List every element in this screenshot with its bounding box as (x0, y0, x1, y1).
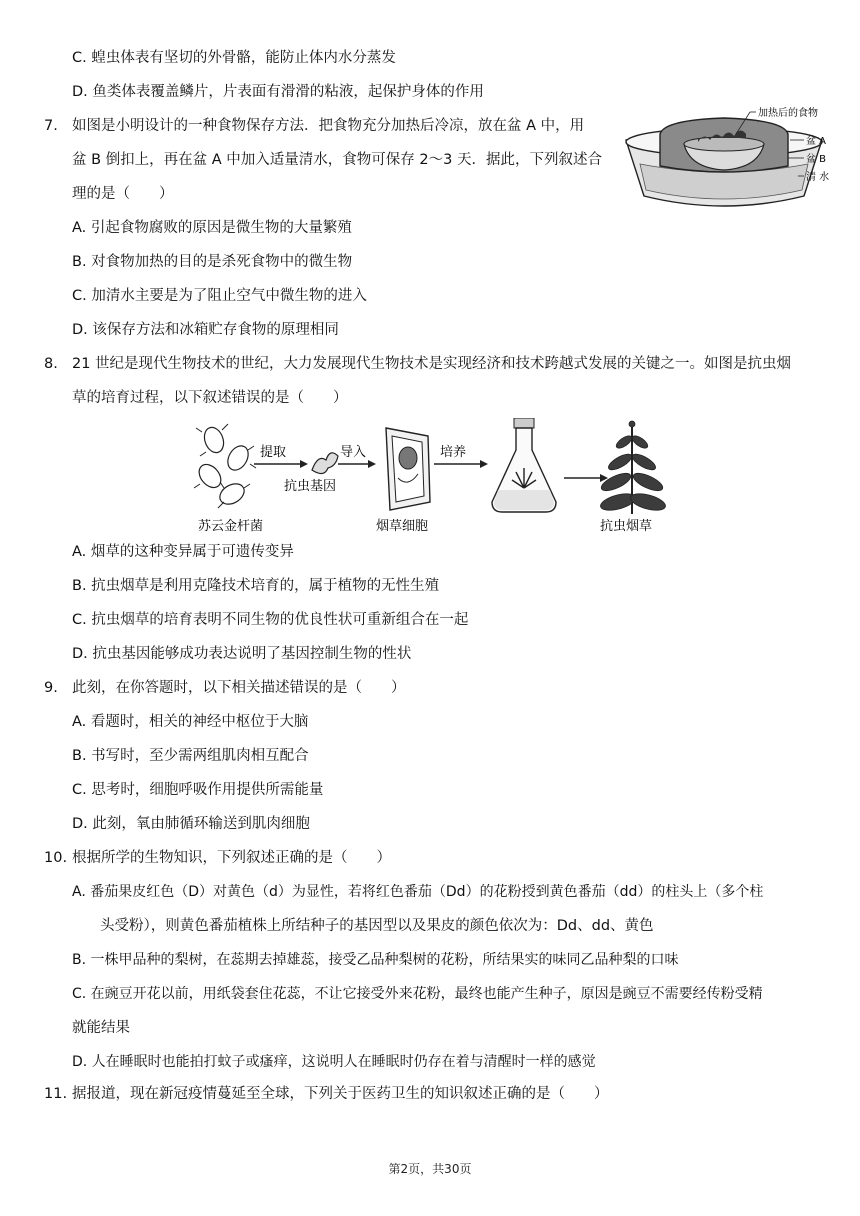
q10-option-c-line-2: 就能结果 (72, 1020, 130, 1036)
q7-option-c: C. 加清水主要是为了阻止空气中微生物的进入 (72, 288, 367, 304)
q9-option-a: A. 看题时，相关的神经中枢位于大脑 (72, 714, 309, 730)
label-resistance-gene: 抗虫基因 (284, 479, 337, 494)
tobacco-plant-illustration (599, 421, 667, 514)
q8-option-a: A. 烟草的这种变异属于可遗传变异 (72, 544, 294, 560)
q7-label-basin-a: 盆 A (806, 136, 827, 147)
q9-option-c: C. 思考时，细胞呼吸作用提供所需能量 (72, 782, 324, 798)
culture-flask-illustration (492, 418, 556, 512)
label-bacteria: 苏云金杆菌 (198, 519, 264, 534)
q10-option-d: D. 人在睡眠时也能拍打蚊子或瘙痒，这说明人在睡眠时仍存在着与清醒时一样的感觉 (72, 1054, 596, 1070)
q9-stem: 此刻，在你答题时，以下相关描述错误的是（ ） (72, 680, 406, 696)
q6-option-d: D. 鱼类体表覆盖鳞片，片表面有滑滑的粘液，起保护身体的作用 (72, 84, 484, 100)
label-import: 导入 (340, 445, 367, 460)
q11-stem: 据报道，现在新冠疫情蔓延至全球，下列关于医药卫生的知识叙述正确的是（ ） (72, 1086, 609, 1102)
page-footer: 第2页，共30页 (388, 1162, 472, 1176)
label-culture: 培养 (440, 445, 467, 460)
q7-number: 7. (44, 118, 58, 134)
q7-food-preservation-figure (618, 104, 830, 216)
q8-option-c: C. 抗虫烟草的培育表明不同生物的优良性状可重新组合在一起 (72, 612, 469, 628)
q8-option-d: D. 抗虫基因能够成功表达说明了基因控制生物的性状 (72, 646, 412, 662)
q9-option-b: B. 书写时，至少需两组肌肉相互配合 (72, 748, 309, 764)
q8-transgenic-tobacco-figure (192, 418, 672, 538)
bacteria-illustration (194, 424, 256, 508)
q7-label-heated-food: 加热后的食物 (758, 108, 818, 119)
q10-option-c-line-1: C. 在豌豆开花以前，用纸袋套住花蕊，不让它接受外来花粉，最终也能产生种子，原因是豌豆不需要经传粉受精 (72, 986, 763, 1002)
q6-option-c: C. 蝗虫体表有坚切的外骨骼，能防止体内水分蒸发 (72, 50, 396, 66)
q7-stem-line-1: 如图是小明设计的一种食物保存方法．把食物充分加热后冷凉，放在盆 A 中，用 (72, 118, 585, 134)
q10-stem: 根据所学的生物知识，下列叙述正确的是（ ） (72, 850, 391, 866)
tobacco-cell-illustration (386, 428, 430, 510)
q7-option-d: D. 该保存方法和冰箱贮存食物的原理相同 (72, 322, 339, 338)
gene-fragment-illustration (312, 453, 338, 474)
q8-stem-line-2: 草的培育过程，以下叙述错误的是（ ） (72, 390, 348, 406)
q7-option-b: B. 对食物加热的目的是杀死食物中的微生物 (72, 254, 353, 270)
q7-stem-line-2: 盆 B 倒扣上，再在盆 A 中加入适量清水，食物可保存 2～3 天．据此，下列叙述合 (72, 152, 602, 168)
q7-label-water: 清 水 (806, 172, 830, 183)
q10-number: 10. (44, 850, 68, 866)
q8-stem-line-1: 21 世纪是现代生物技术的世纪，大力发展现代生物技术是实现经济和技术跨越式发展的关键之一。如图是抗虫烟 (72, 356, 792, 372)
q9-number: 9. (44, 680, 58, 696)
q10-option-b: B. 一株甲品种的梨树，在蕊期去掉雄蕊，接受乙品种梨树的花粉，所结果实的味同乙品种梨的口味 (72, 952, 679, 968)
q7-option-a: A. 引起食物腐败的原因是微生物的大量繁殖 (72, 220, 352, 236)
q7-label-basin-b: 盆 B (806, 154, 827, 165)
q10-option-a-line-2: 头受粉），则黄色番茄植株上所结种子的基因型以及果皮的颜色依次为：Dd、dd、黄色 (100, 918, 654, 934)
q9-option-d: D. 此刻，氧由肺循环输送到肌肉细胞 (72, 816, 310, 832)
label-tobacco-cell: 烟草细胞 (376, 519, 429, 534)
q8-number: 8. (44, 356, 58, 372)
q10-option-a-line-1: A. 番茄果皮红色（D）对黄色（d）为显性，若将红色番茄（Dd）的花粉授到黄色番茄（dd）的柱头上（多个柱 (72, 884, 764, 900)
q7-stem-line-3: 理的是（ ） (72, 186, 174, 202)
label-extract: 提取 (260, 445, 287, 460)
q8-option-b: B. 抗虫烟草是利用克隆技术培育的，属于植物的无性生殖 (72, 578, 440, 594)
q11-number: 11. (44, 1086, 68, 1102)
label-resistant-tobacco: 抗虫烟草 (600, 519, 653, 534)
